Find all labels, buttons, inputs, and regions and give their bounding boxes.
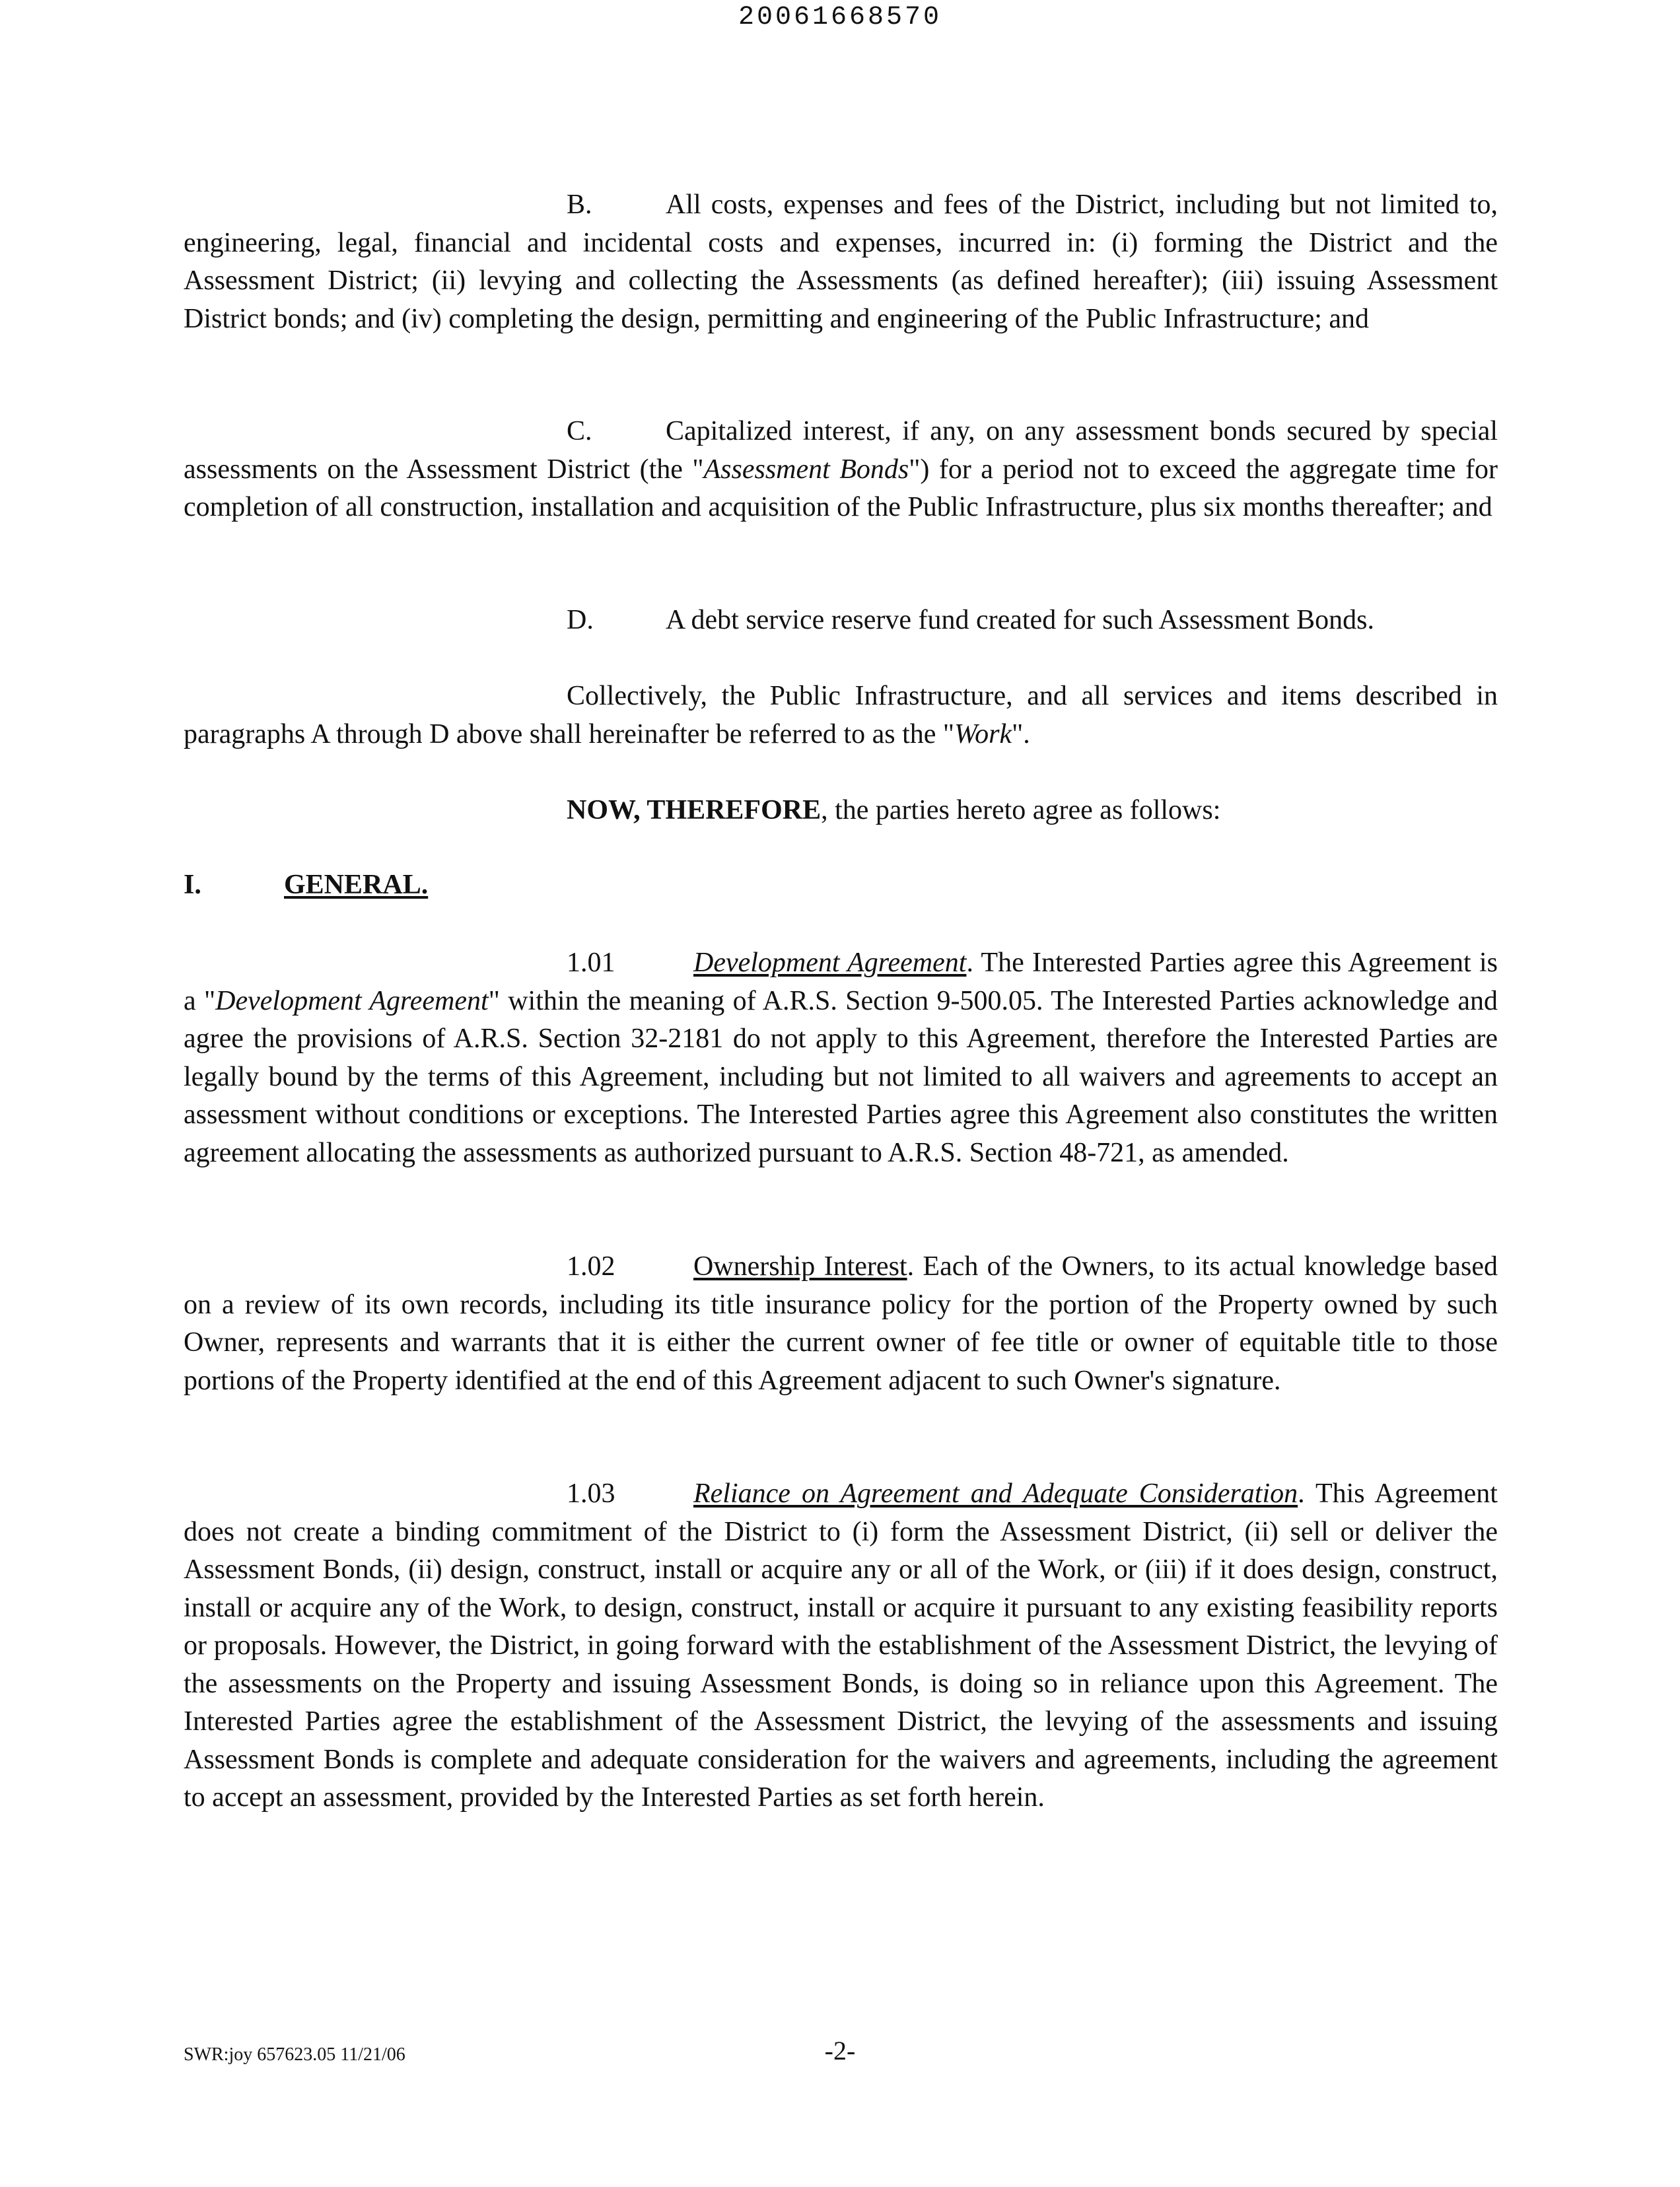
paragraph-b-label: B. (567, 190, 592, 220)
clause-1-01-number: 1.01 (567, 948, 615, 978)
clause-1-01 (184, 944, 1498, 1172)
paragraph-c-text-before: Capitalized interest, if any, on any assessment bonds secured by special assessments on the Assessment District (the " (184, 416, 1498, 485)
clause-1-01-text-1: . The Interested Parties agree this Agreement is a " (184, 948, 1498, 1016)
paragraph-c (184, 413, 1498, 527)
paragraph-c-text-after: ") for a period not to exceed the aggregate time for completion of all construction, installation and acquisition of the Public Infrastructure, plus six months thereafter; and (184, 454, 1498, 522)
paragraph-c-label: C. (567, 416, 592, 446)
paragraph-b-text: All costs, expenses and fees of the District, including but not limited to, engineering, legal, financial and incidental costs and expenses, incurred in: (i) forming the District and the Assessment District; (ii) levying and collecting the Assessments (as defined hereafter); (iii) issuing Assessment District bonds; and (iv) completing the design, permitting and engineering of the Public Infrastructure; and (184, 190, 1498, 334)
clause-1-03 (184, 1475, 1498, 1817)
clause-1-02-number: 1.02 (567, 1251, 615, 1282)
paragraph-d-text: A debt service reserve fund created for such Assessment Bonds. (666, 605, 1375, 635)
collectively-text-before: Collectively, the Public Infrastructure, and all services and items described in paragraphs A through D above shall hereinafter be referred to as the " (184, 681, 1498, 749)
collectively-paragraph (184, 677, 1498, 753)
development-agreement-term: Development Agreement (215, 985, 489, 1016)
clause-1-02-text: . Each of the Owners, to its actual knowledge based on a review of its own records, including its title insurance policy for the portion of the Property owned by such Owner, represents and warrants that it is either the current owner of fee title or owner of equitable title to those portions of the Property identified at the end of this Agreement adjacent to such Owner's signature. (184, 1251, 1498, 1396)
paragraph-b (184, 186, 1498, 338)
document-id: SWR:joy 657623.05 11/21/06 (184, 2044, 405, 2065)
section-roman: I. (184, 870, 201, 900)
clause-1-02 (184, 1248, 1498, 1400)
paragraph-d (184, 602, 1498, 640)
section-heading (184, 869, 428, 901)
now-therefore-bold: NOW, THEREFORE (567, 795, 822, 825)
page-number: -2- (824, 2036, 856, 2066)
clause-1-02-title: Ownership Interest (693, 1251, 907, 1282)
clause-1-03-text: . This Agreement does not create a binding commitment of the District to (i) form the Assessment District, (ii) sell or deliver the Assessment Bonds, (ii) design, construct, install or acquire any or all of the Work, or (iii) if it does design, construct, install or acquire any of the Work, to design, construct, install or acquire it pursuant to any existing feasibility reports or proposals. However, the District, in going forward with the establishment of the Assessment District, the levying of the assessments on the Property and issuing Assessment Bonds, is doing so in reliance upon this Agreement. The Interested Parties agree the establishment of the Assessment District, the levying of the assessments and issuing Assessment Bonds is complete and adequate consideration for the waivers and agreements, including the agreement to accept an assessment, provided by the Interested Parties as set forth herein. (184, 1478, 1498, 1813)
collectively-text-after: ". (1012, 718, 1030, 749)
clause-1-01-title: Development Agreement (693, 948, 967, 978)
clause-1-01-text-2: " within the meaning of A.R.S. Section 9-500.05. The Interested Parties acknowledge and agree the provisions of A.R.S. Section 32-2181 do not apply to this Agreement, therefore the Interested Parties are legally bound by the terms of this Agreement, including but not limited to all waivers and agreements to accept an assessment without conditions or exceptions. The Interested Parties agree this Agreement also constitutes the written agreement allocating the assessments as authorized pursuant to A.R.S. Section 48-721, as amended. (184, 985, 1498, 1168)
now-therefore-paragraph (184, 792, 1498, 830)
recording-number: 20061668570 (738, 3, 942, 32)
assessment-bonds-term: Assessment Bonds (703, 454, 909, 485)
work-term: Work (954, 718, 1012, 749)
now-therefore-text: , the parties hereto agree as follows: (821, 795, 1221, 825)
clause-1-03-number: 1.03 (567, 1478, 615, 1509)
section-title: GENERAL. (284, 870, 429, 900)
clause-1-03-title: Reliance on Agreement and Adequate Consideration (693, 1478, 1298, 1509)
paragraph-d-label: D. (567, 605, 594, 635)
